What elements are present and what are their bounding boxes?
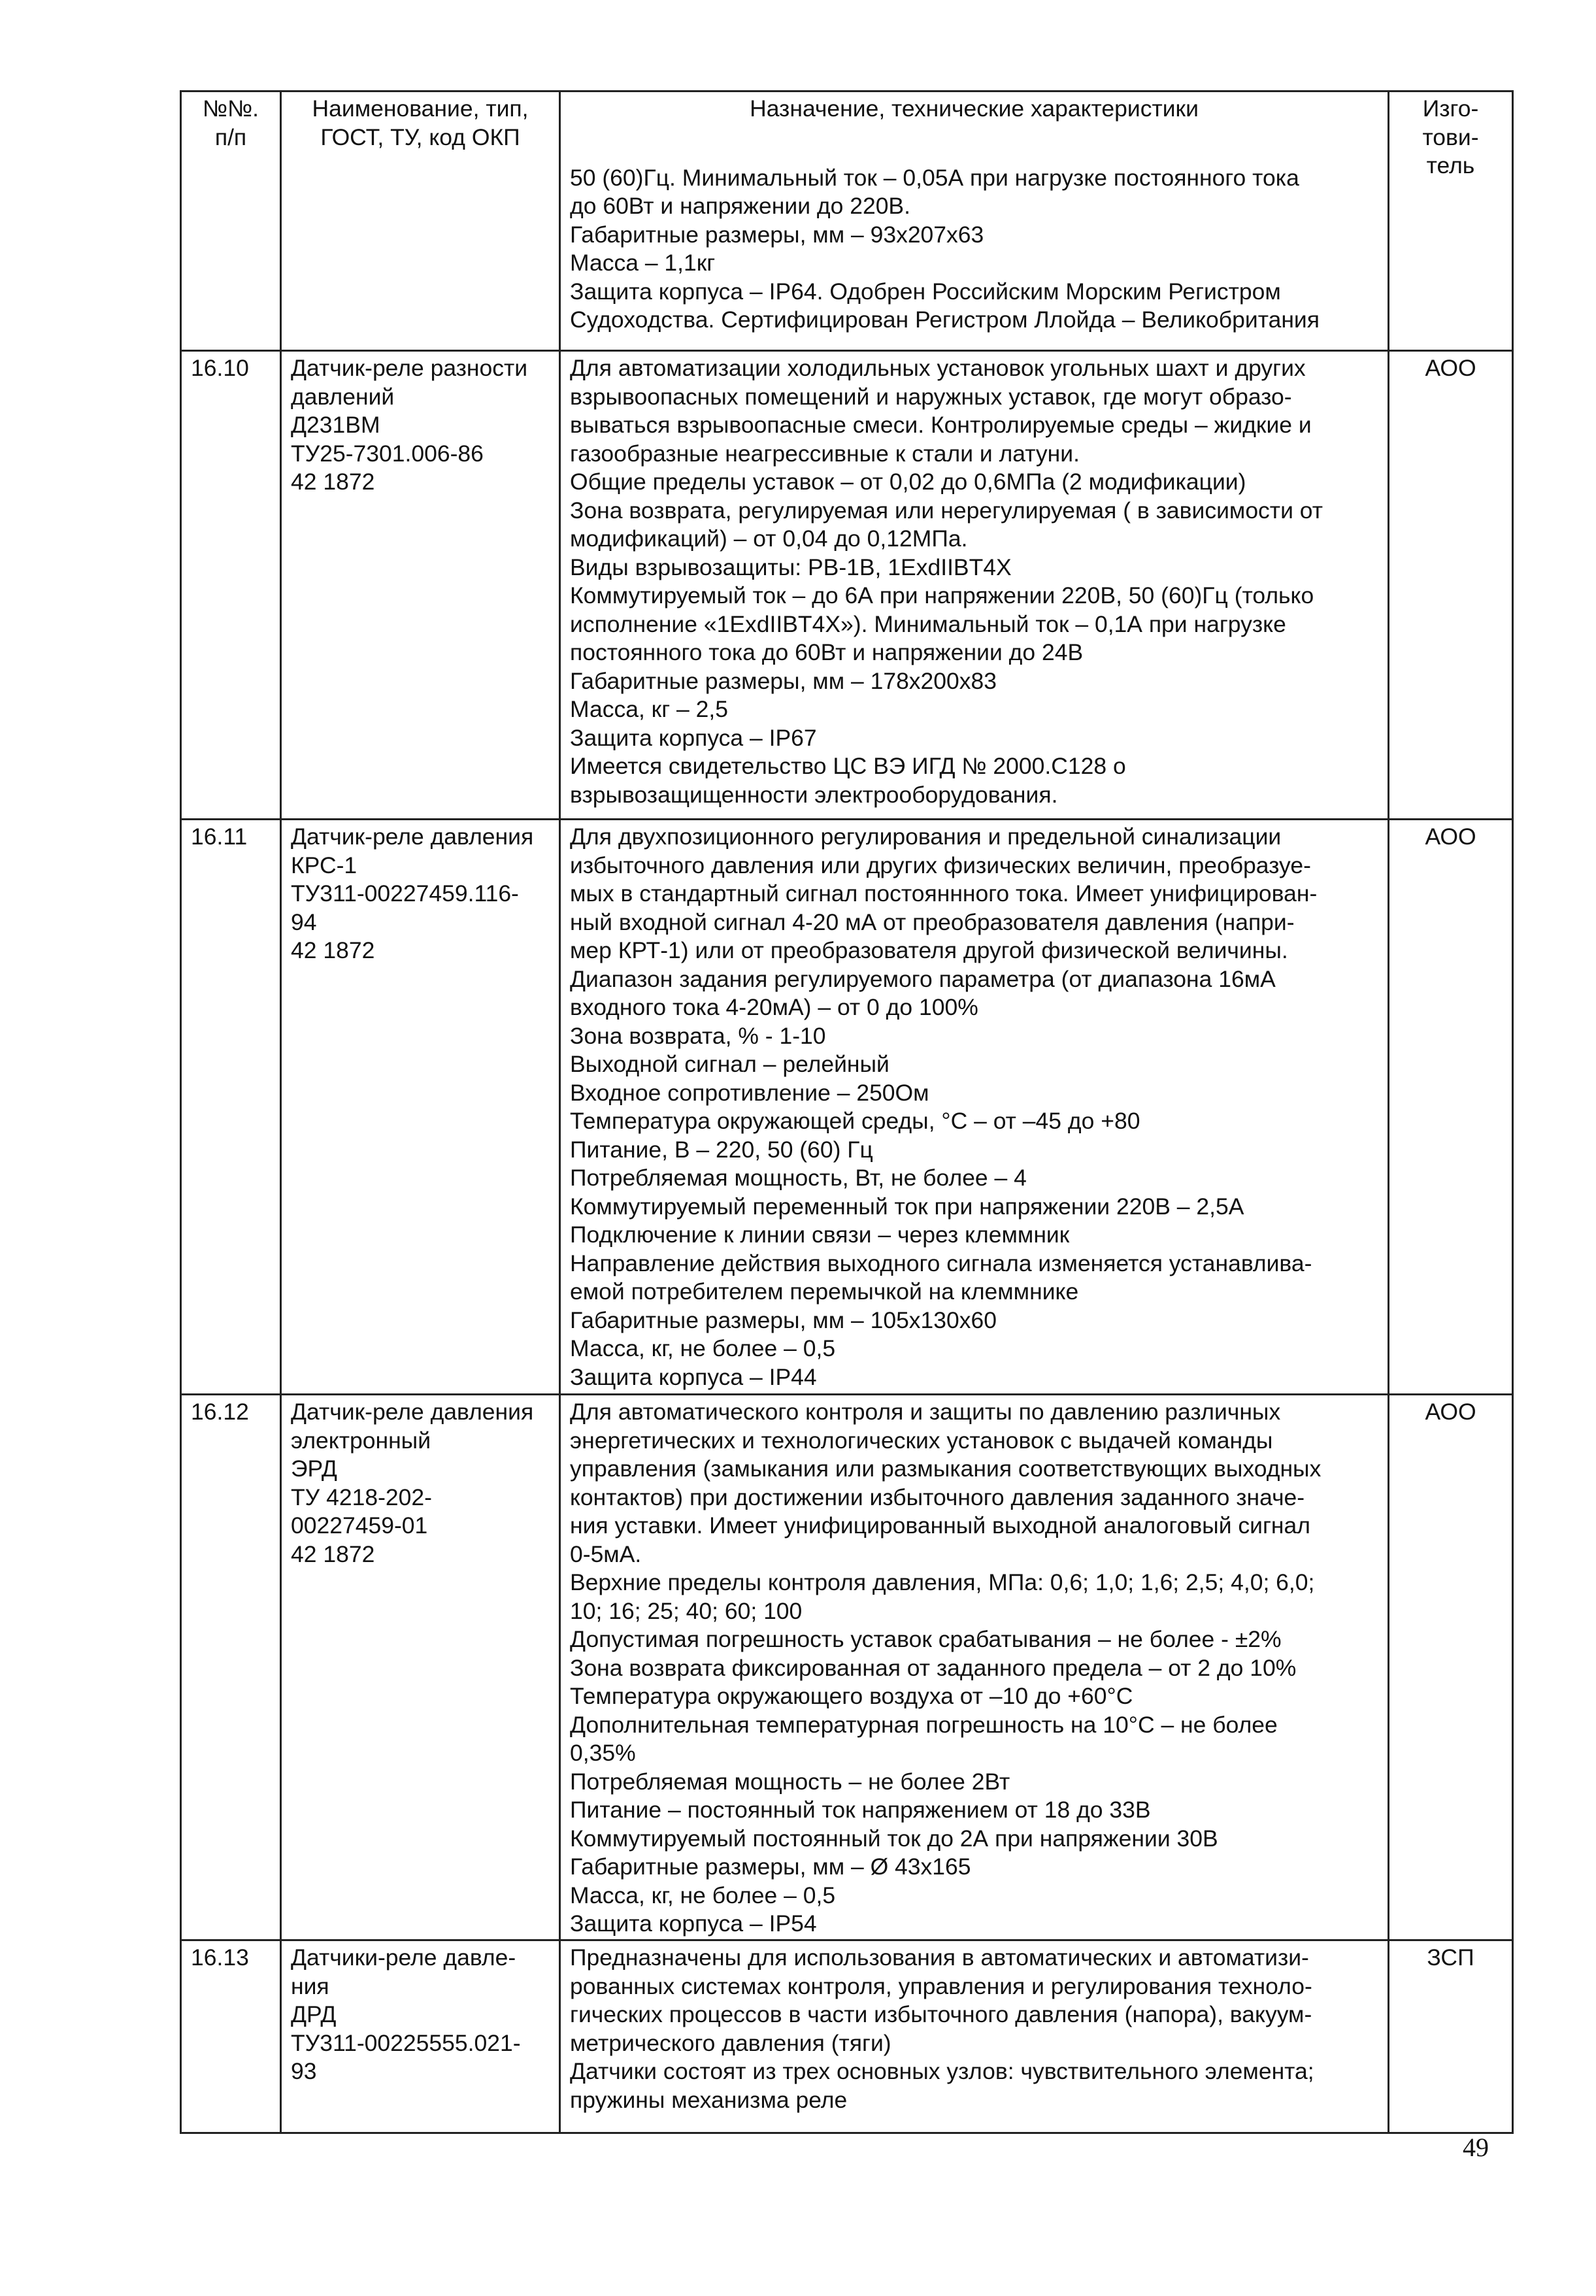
desc-line: контактов) при достижении избыточного давления заданного значе- <box>570 1484 1305 1510</box>
continuation-line: 50 (60)Гц. Минимальный ток – 0,05А при нагрузке постоянного тока <box>570 164 1299 191</box>
desc-line: емой потребителем перемычкой на клеммнике <box>570 1278 1079 1305</box>
table-row <box>181 1395 1513 1940</box>
row-name-line: ЭРД <box>291 1456 337 1482</box>
header-num <box>181 92 281 351</box>
row-name-line: ТУ 4218-202- <box>291 1484 432 1510</box>
desc-line: взрывоопасных помещений и наружных уставок, где могут образо- <box>570 383 1292 410</box>
row-name-line: ния <box>291 1972 329 1999</box>
desc-line: взрывозащищенности электрооборудования. <box>570 781 1058 808</box>
desc-line: пружины механизма реле <box>570 2086 848 2113</box>
header-purpose <box>560 92 1389 351</box>
header-maker-line: тель <box>1426 152 1475 178</box>
desc-line: Общие пределы уставок – от 0,02 до 0,6МПа (2 модификации) <box>570 469 1246 495</box>
continuation-line: до 60Вт и напряжении до 220В. <box>570 193 910 219</box>
desc-line: вываться взрывоопасные смеси. Контролируемые среды – жидкие и <box>570 412 1312 438</box>
specification-table <box>180 90 1514 2134</box>
desc-line: Габаритные размеры, мм – 178x200x83 <box>570 667 997 694</box>
row-num: 16.11 <box>181 820 281 1395</box>
desc-line: Зона возврата, % - 1-10 <box>570 1022 826 1049</box>
continuation-line: Масса – 1,1кг <box>570 250 716 276</box>
desc-line: Виды взрывозащиты: РВ-1В, 1ExdIIBT4X <box>570 554 1012 580</box>
desc-line: Защита корпуса – IP44 <box>570 1363 817 1390</box>
row-num: 16.12 <box>181 1395 281 1940</box>
desc-line: Коммутируемый переменный ток при напряжении 220В – 2,5А <box>570 1193 1244 1220</box>
desc-line: модификаций) – от 0,04 до 0,12МПа. <box>570 525 968 552</box>
row-maker: АОО <box>1389 820 1513 1395</box>
desc-line: гических процессов в части избыточного давления (напора), вакуум- <box>570 2001 1312 2027</box>
desc-line: рованных системах контроля, управления и регулирования техноло- <box>570 1972 1312 1999</box>
header-num-line: №№. <box>202 95 259 122</box>
continuation-line: Судоходства. Сертифицирован Регистром Ллойда – Великобритания <box>570 307 1320 333</box>
desc-line: Питание – постоянный ток напряжением от 18 до 33В <box>570 1797 1151 1823</box>
continuation-line: Защита корпуса – IP64. Одобрен Российским Морским Регистром <box>570 278 1281 305</box>
row-name-line: ТУ311-00225555.021- <box>291 2029 521 2056</box>
desc-line: Дополнительная температурная погрешность на 10°С – не более <box>570 1711 1278 1738</box>
desc-line: постоянного тока до 60Вт и напряжении до 24В <box>570 639 1084 665</box>
desc-line: Для автоматического контроля и защиты по давлению различных <box>570 1399 1281 1425</box>
header-name-line: ГОСТ, ТУ, код ОКП <box>320 124 520 150</box>
row-name-line: ДРД <box>291 2001 337 2027</box>
row-name-line: 42 1872 <box>291 1540 375 1567</box>
row-name-line: 93 <box>291 2058 317 2084</box>
desc-line: 0,35% <box>570 1740 636 1766</box>
desc-line: управления (замыкания или размыкания соответствующих выходных <box>570 1456 1322 1482</box>
desc-line: Масса, кг – 2,5 <box>570 696 728 722</box>
desc-line: 0-5мА. <box>570 1540 642 1567</box>
desc-line: Температура окружающего воздуха от –10 до +60°С <box>570 1683 1133 1709</box>
header-name-line: Наименование, тип, <box>312 95 529 122</box>
desc-line: энергетических и технологических установок с выдачей команды <box>570 1427 1273 1454</box>
table-row <box>181 1940 1513 2133</box>
header-num-lines <box>191 95 271 152</box>
desc-line: ния уставки. Имеет унифицированный выходной аналоговый сигнал <box>570 1512 1310 1539</box>
row-name-line: электронный <box>291 1427 431 1454</box>
desc-line: Защита корпуса – IP67 <box>570 724 817 751</box>
row-description <box>560 1395 1389 1940</box>
desc-line: мер КРТ-1) или от преобразователя другой физической величины. <box>570 937 1288 963</box>
desc-line: мых в стандартный сигнал постояннного тока. Имеет унифицирован- <box>570 880 1318 907</box>
row-name <box>281 1940 560 2133</box>
desc-line: Входное сопротивление – 250Ом <box>570 1079 929 1106</box>
row-maker: АОО <box>1389 351 1513 820</box>
header-maker-line: Изго- <box>1422 95 1479 122</box>
desc-line: Масса, кг, не более – 0,5 <box>570 1882 836 1908</box>
desc-line: Предназначены для использования в автоматических и автоматизи- <box>570 1944 1309 1971</box>
row-description <box>560 1940 1389 2133</box>
row-name-line: 94 <box>291 908 317 935</box>
row-name-line: 42 1872 <box>291 469 375 495</box>
row-name-line: ТУ25-7301.006-86 <box>291 440 484 467</box>
header-num-line: п/п <box>214 124 247 150</box>
desc-line: Диапазон задания регулируемого параметра (от диапазона 16мА <box>570 965 1276 992</box>
desc-line: Для двухпозиционного регулирования и предельной синализации <box>570 824 1282 850</box>
desc-line: ный входной сигнал 4-20 мА от преобразователя давления (напри- <box>570 908 1295 935</box>
desc-line: Температура окружающей среды, °С – от –45 до +80 <box>570 1108 1140 1134</box>
desc-line: метрического давления (тяги) <box>570 2029 891 2056</box>
header-maker-lines <box>1399 95 1503 180</box>
row-name-line: КРС-1 <box>291 852 357 878</box>
row-name-line: ТУ311-00227459.116- <box>291 880 519 907</box>
table-row <box>181 820 1513 1395</box>
desc-line: Коммутируемый постоянный ток до 2А при напряжении 30В <box>570 1825 1218 1852</box>
desc-line: Для автоматизации холодильных установок угольных шахт и других <box>570 355 1306 381</box>
row-name-line: Датчики-реле давле- <box>291 1944 516 1971</box>
desc-line: Потребляемая мощность – не более 2Вт <box>570 1768 1010 1795</box>
row-name-line: 42 1872 <box>291 937 375 963</box>
desc-line: Направление действия выходного сигнала изменяется устанавлива- <box>570 1250 1312 1276</box>
desc-line: Зона возврата фиксированная от заданного предела – от 2 до 10% <box>570 1654 1297 1681</box>
header-purpose-title: Назначение, технические характеристики <box>750 95 1199 122</box>
continuation-lines <box>570 164 1378 335</box>
desc-line: Зона возврата, регулируемая или нерегулируемая ( в зависимости от <box>570 497 1323 524</box>
row-name <box>281 820 560 1395</box>
row-maker: ЗСП <box>1389 1940 1513 2133</box>
table-row <box>181 351 1513 820</box>
desc-line: Имеется свидетельство ЦС ВЭ ИГД № 2000.С128 о <box>570 753 1126 779</box>
row-description <box>560 820 1389 1395</box>
desc-line: входного тока 4-20мА) – от 0 до 100% <box>570 994 978 1020</box>
desc-line: Датчики состоят из трех основных узлов: чувствительного элемента; <box>570 2058 1314 2084</box>
desc-line: Потребляемая мощность, Вт, не более – 4 <box>570 1165 1027 1191</box>
row-num: 16.10 <box>181 351 281 820</box>
row-name-line: Датчик-реле разности <box>291 355 528 381</box>
header-name <box>281 92 560 351</box>
desc-line: Допустимая погрешность уставок срабатывания – не более - ±2% <box>570 1626 1282 1652</box>
row-name-line: Д231ВМ <box>291 412 380 438</box>
desc-line: Подключение к линии связи – через клеммник <box>570 1222 1070 1248</box>
desc-line: Выходной сигнал – релейный <box>570 1051 889 1077</box>
page-number: 49 <box>1463 2133 1489 2162</box>
header-name-lines <box>291 95 550 152</box>
desc-line: Габаритные размеры, мм – 105x130x60 <box>570 1306 997 1333</box>
row-name <box>281 1395 560 1940</box>
desc-line: избыточного давления или других физических величин, преобразуе- <box>570 852 1311 878</box>
desc-line: исполнение «1ExdIIBT4X»). Минимальный ток – 0,1А при нагрузке <box>570 610 1286 637</box>
row-name-line: Датчик-реле давления <box>291 824 534 850</box>
desc-line: 10; 16; 25; 40; 60; 100 <box>570 1597 803 1624</box>
row-name-line: давлений <box>291 383 395 410</box>
desc-line: Габаритные размеры, мм – Ø 43x165 <box>570 1854 971 1880</box>
continuation-line: Габаритные размеры, мм – 93x207x63 <box>570 221 984 248</box>
desc-line: газообразные неагрессивные к стали и латуни. <box>570 440 1080 467</box>
desc-line: Верхние пределы контроля давления, МПа: 0,6; 1,0; 1,6; 2,5; 4,0; 6,0; <box>570 1569 1315 1595</box>
desc-line: Масса, кг, не более – 0,5 <box>570 1335 836 1361</box>
row-maker: АОО <box>1389 1395 1513 1940</box>
row-description <box>560 351 1389 820</box>
desc-line: Защита корпуса – IP54 <box>570 1910 817 1937</box>
table-header-row <box>181 92 1513 351</box>
header-maker-line: тови- <box>1422 124 1479 150</box>
row-num: 16.13 <box>181 1940 281 2133</box>
row-name <box>281 351 560 820</box>
desc-line: Коммутируемый ток – до 6А при напряжении 220В, 50 (60)Гц (только <box>570 582 1314 608</box>
desc-line: Питание, В – 220, 50 (60) Гц <box>570 1136 873 1163</box>
row-name-line: 00227459-01 <box>291 1512 428 1539</box>
row-name-line: Датчик-реле давления <box>291 1399 534 1425</box>
header-maker <box>1389 92 1513 351</box>
